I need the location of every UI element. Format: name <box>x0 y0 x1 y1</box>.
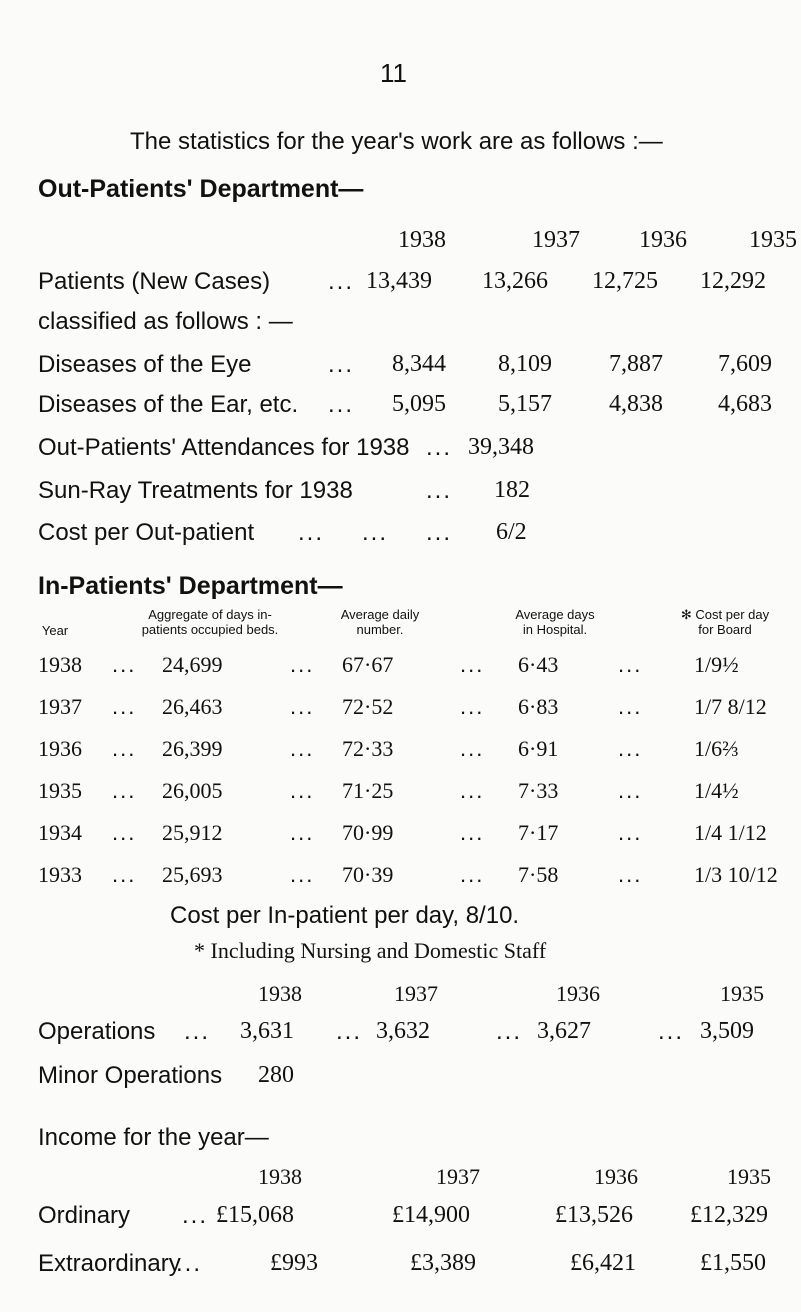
inpatients-heading: In-Patients' Department— <box>38 572 343 600</box>
leader-dots: ... <box>460 820 485 845</box>
income-extra-1935: £1,550 <box>700 1250 766 1276</box>
inc-year-1937: 1937 <box>436 1164 480 1189</box>
leader-dots: ... <box>362 519 389 546</box>
op-year-1938: 1938 <box>398 227 446 253</box>
leader-dots: ... <box>460 736 485 761</box>
new-cases-label: Patients (New Cases) <box>38 268 271 295</box>
leader-dots: ... <box>298 519 325 546</box>
leader-dots: ... <box>112 694 137 719</box>
ip-avg-daily: 72·52 <box>342 694 394 719</box>
ip-cost: 1/3 10/12 <box>694 862 778 887</box>
leader-dots: ... <box>182 1202 209 1229</box>
ear-1935: 4,683 <box>718 391 772 417</box>
ear-1937: 5,157 <box>498 391 552 417</box>
ip-avg-daily: 71·25 <box>342 778 394 803</box>
leader-dots: ... <box>112 736 137 761</box>
leader-dots: ... <box>328 351 355 378</box>
ops-year-1937: 1937 <box>394 981 438 1006</box>
ops-1936: 3,627 <box>537 1018 591 1044</box>
classified-label: classified as follows : — <box>38 308 293 335</box>
leader-dots: ... <box>290 736 315 761</box>
ip-avg-days: 7·33 <box>518 778 559 803</box>
income-extra-1938: £993 <box>270 1250 318 1276</box>
eye-1935: 7,609 <box>718 351 772 377</box>
op-year-1936: 1936 <box>639 227 687 253</box>
leader-dots: ... <box>460 778 485 803</box>
income-extra-1937: £3,389 <box>410 1250 476 1276</box>
op-year-1937: 1937 <box>532 227 580 253</box>
ip-days: 26,005 <box>162 778 223 803</box>
eye-label: Diseases of the Eye <box>38 351 252 378</box>
eye-1937: 8,109 <box>498 351 552 377</box>
ear-label: Diseases of the Ear, etc. <box>38 391 299 418</box>
leader-dots: ... <box>112 778 137 803</box>
income-extraordinary-label: Extraordinary <box>38 1250 181 1277</box>
footnote: * Including Nursing and Domestic Staff <box>194 938 547 963</box>
income-ordinary-1937: £14,900 <box>392 1202 470 1228</box>
new-cases-1935: 12,292 <box>700 268 766 294</box>
inc-year-1935: 1935 <box>727 1164 771 1189</box>
attendances-value: 39,348 <box>468 434 534 460</box>
ip-cost: 1/4 1/12 <box>694 820 767 845</box>
income-ordinary-label: Ordinary <box>38 1202 131 1229</box>
leader-dots: ... <box>290 862 315 887</box>
ip-year: 1937 <box>38 694 82 719</box>
leader-dots: ... <box>460 694 485 719</box>
ip-cost: 1/9½ <box>694 652 739 677</box>
ip-cost: 1/7 8/12 <box>694 694 767 719</box>
col-header-aggregate-days: Aggregate of days in-patients occupied beds. <box>141 607 279 637</box>
leader-dots: ... <box>618 694 643 719</box>
inc-year-1936: 1936 <box>594 1164 638 1189</box>
ip-avg-days: 6·43 <box>518 652 559 677</box>
ip-days: 24,699 <box>162 652 223 677</box>
leader-dots: ... <box>618 778 643 803</box>
eye-1936: 7,887 <box>609 351 663 377</box>
col-header-cost-per-day: ✻ Cost per day for Board <box>680 607 770 637</box>
leader-dots: ... <box>184 1018 211 1045</box>
leader-dots: ... <box>618 820 643 845</box>
ops-1938: 3,631 <box>240 1018 294 1044</box>
ip-avg-daily: 70·39 <box>342 862 394 887</box>
income-heading: Income for the year— <box>38 1124 269 1151</box>
ops-year-1935: 1935 <box>720 981 764 1006</box>
ip-avg-days: 6·83 <box>518 694 559 719</box>
leader-dots: ... <box>112 862 137 887</box>
inc-year-1938: 1938 <box>258 1164 302 1189</box>
op-year-1935: 1935 <box>749 227 797 253</box>
leader-dots: ... <box>336 1018 363 1045</box>
leader-dots: ... <box>426 434 453 461</box>
leader-dots: ... <box>426 477 453 504</box>
operations-label: Operations <box>38 1018 156 1045</box>
leader-dots: ... <box>460 652 485 677</box>
ip-days: 25,912 <box>162 820 223 845</box>
income-ordinary-1936: £13,526 <box>555 1202 633 1228</box>
new-cases-1937: 13,266 <box>482 268 548 294</box>
ip-year: 1933 <box>38 862 82 887</box>
leader-dots: ... <box>290 820 315 845</box>
ops-1935: 3,509 <box>700 1018 754 1044</box>
intro-text: The statistics for the year's work are as follows :— <box>130 128 663 155</box>
cost-label: Cost per Out-patient <box>38 519 255 546</box>
leader-dots: ... <box>496 1018 523 1045</box>
leader-dots: ... <box>658 1018 685 1045</box>
col-header-average-days: Average days in Hospital. <box>515 607 595 637</box>
ip-days: 25,693 <box>162 862 223 887</box>
ip-avg-daily: 70·99 <box>342 820 394 845</box>
ip-year: 1936 <box>38 736 82 761</box>
ops-1937: 3,632 <box>376 1018 430 1044</box>
leader-dots: ... <box>112 652 137 677</box>
leader-dots: ... <box>460 862 485 887</box>
income-extra-1936: £6,421 <box>570 1250 636 1276</box>
inpatient-cost-note: Cost per In-patient per day, 8/10. <box>170 902 520 929</box>
leader-dots: ... <box>618 652 643 677</box>
income-ordinary-1935: £12,329 <box>690 1202 768 1228</box>
new-cases-1938: 13,439 <box>366 268 432 294</box>
leader-dots: ... <box>290 694 315 719</box>
leader-dots: ... <box>328 391 355 418</box>
leader-dots: ... <box>112 820 137 845</box>
ip-year: 1935 <box>38 778 82 803</box>
ip-avg-days: 7·17 <box>518 820 559 845</box>
ip-days: 26,399 <box>162 736 223 761</box>
ip-avg-daily: 67·67 <box>342 652 394 677</box>
ip-year: 1938 <box>38 652 82 677</box>
ip-cost: 1/4½ <box>694 778 739 803</box>
ip-avg-days: 7·58 <box>518 862 559 887</box>
leader-dots: ... <box>618 736 643 761</box>
income-ordinary-1938: £15,068 <box>216 1202 294 1228</box>
ops-year-1938: 1938 <box>258 981 302 1006</box>
attendances-label: Out-Patients' Attendances for 1938 <box>38 434 410 461</box>
minor-operations-label: Minor Operations <box>38 1062 223 1089</box>
leader-dots: ... <box>328 268 355 295</box>
leader-dots: ... <box>290 778 315 803</box>
ip-avg-days: 6·91 <box>518 736 559 761</box>
sunray-value: 182 <box>494 477 530 503</box>
ip-year: 1934 <box>38 820 82 845</box>
minor-operations-value: 280 <box>258 1062 294 1088</box>
ip-cost: 1/6⅔ <box>694 736 739 761</box>
leader-dots: ... <box>618 862 643 887</box>
outpatients-heading: Out-Patients' Department— <box>38 175 364 203</box>
ip-days: 26,463 <box>162 694 223 719</box>
sunray-label: Sun-Ray Treatments for 1938 <box>38 477 353 504</box>
leader-dots: ... <box>426 519 453 546</box>
ops-year-1936: 1936 <box>556 981 600 1006</box>
col-header-year: Year <box>41 623 69 638</box>
ear-1936: 4,838 <box>609 391 663 417</box>
leader-dots: ... <box>176 1250 203 1277</box>
new-cases-1936: 12,725 <box>592 268 658 294</box>
col-header-average-daily: Average daily number. <box>340 607 420 637</box>
ear-1938: 5,095 <box>392 391 446 417</box>
cost-value: 6/2 <box>496 519 527 545</box>
leader-dots: ... <box>290 652 315 677</box>
eye-1938: 8,344 <box>392 351 446 377</box>
page-number: 11 <box>380 58 407 88</box>
ip-avg-daily: 72·33 <box>342 736 394 761</box>
